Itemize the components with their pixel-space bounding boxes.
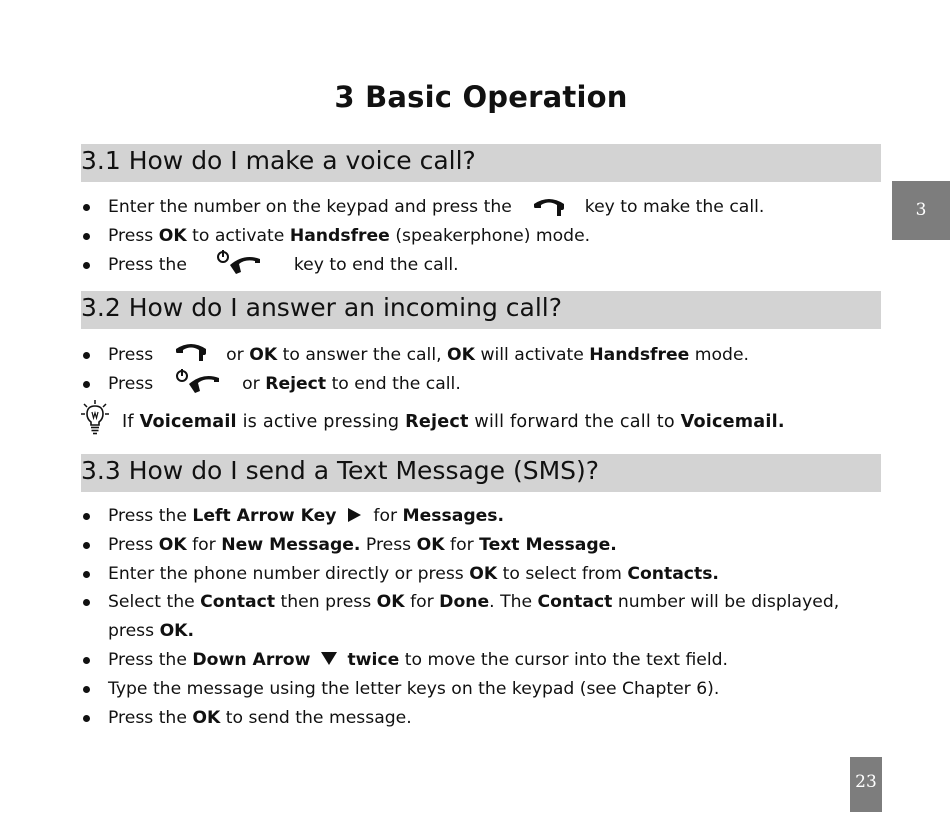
- text: to send the message.: [225, 707, 412, 728]
- text: for: [192, 534, 216, 555]
- twice-label: twice: [347, 649, 400, 670]
- text-message-label: Text Message.: [479, 534, 617, 555]
- text: then press: [280, 592, 372, 613]
- text: will activate: [480, 345, 584, 365]
- text: Enter the phone number directly or press: [108, 563, 464, 584]
- text: Select the: [108, 592, 195, 613]
- right-triangle-icon: [346, 507, 362, 523]
- ok-key-label: OK: [158, 534, 187, 555]
- ok-key-label: OK: [249, 345, 278, 365]
- text: Press the: [108, 707, 187, 728]
- handsfree-label: Handsfree: [589, 345, 690, 365]
- section-heading-3-2: [81, 291, 881, 329]
- down-arrow-label: Down Arrow: [192, 649, 311, 670]
- text: Press: [108, 345, 154, 365]
- section-title: 3.3 How do I send a Text Message (SMS)?: [81, 456, 600, 485]
- chapter-tab: 3: [892, 181, 950, 240]
- section-3-1-list: [81, 193, 886, 279]
- ok-key-label: OK: [192, 707, 221, 728]
- text: Press: [108, 373, 154, 394]
- contact-label: Contact: [200, 592, 276, 613]
- voicemail-label: Voicemail: [139, 412, 237, 432]
- list-item: [81, 370, 886, 399]
- tip-text: [122, 412, 785, 432]
- text: to end the call.: [331, 373, 461, 394]
- section-heading-3-3: [81, 454, 881, 492]
- section-title: 3.1 How do I make a voice call?: [81, 146, 476, 175]
- text: Type the message using the letter keys on the keypad (see Chapter 6).: [108, 678, 720, 699]
- ok-key-label: OK: [447, 345, 475, 365]
- phone-end-icon: [214, 249, 264, 275]
- ok-key-label: OK: [469, 563, 498, 584]
- text: for: [373, 506, 398, 526]
- phone-call-icon: [173, 340, 209, 364]
- text: to activate: [192, 225, 285, 246]
- text: Press: [365, 534, 412, 555]
- text: will forward the call to: [474, 412, 675, 432]
- text: If: [122, 412, 134, 432]
- text: Press: [108, 225, 154, 246]
- text: Press: [108, 534, 154, 555]
- contacts-label: Contacts.: [627, 563, 719, 584]
- text: for: [410, 592, 434, 613]
- text: or: [242, 373, 260, 394]
- list-item: [81, 193, 886, 222]
- ok-key-label: OK: [416, 534, 445, 555]
- text: to move the cursor into the text field.: [404, 649, 729, 670]
- ok-key-label: OK: [158, 225, 187, 246]
- done-label: Done: [439, 592, 490, 613]
- text: Press the: [108, 649, 187, 670]
- list-item: [81, 251, 886, 280]
- text: number will be displayed, press: [108, 592, 840, 642]
- text: is active pressing: [242, 412, 400, 432]
- phone-end-icon: [173, 368, 223, 394]
- text: or: [226, 345, 244, 365]
- text: (speakerphone) mode.: [395, 225, 591, 246]
- text: Enter the number on the keypad and press the: [108, 197, 512, 217]
- reject-key-label: Reject: [265, 373, 327, 394]
- text: for: [450, 534, 474, 555]
- list-item: [81, 646, 886, 675]
- section-3-3-list: [81, 502, 886, 732]
- page-number: 23: [850, 757, 882, 812]
- section-3-2-list: [81, 341, 886, 399]
- phone-call-icon: [531, 195, 567, 219]
- text: to answer the call,: [282, 345, 442, 365]
- list-item: [81, 502, 886, 531]
- section-heading-3-1: [81, 144, 881, 182]
- reject-key-label: Reject: [405, 412, 469, 432]
- list-item: [81, 341, 886, 370]
- ok-key-label: OK.: [159, 621, 195, 642]
- chapter-title: 3 Basic Operation: [334, 80, 628, 114]
- list-item: [81, 704, 886, 733]
- contact-label: Contact: [537, 592, 613, 613]
- list-item: [81, 531, 886, 560]
- left-arrow-key-label: Left Arrow Key: [192, 506, 337, 526]
- tip-note: [81, 398, 886, 442]
- section-title: 3.2 How do I answer an incoming call?: [81, 293, 562, 322]
- down-triangle-icon: [320, 650, 338, 666]
- text: mode.: [694, 345, 750, 365]
- voicemail-label: Voicemail.: [680, 412, 785, 432]
- list-item: [81, 588, 886, 646]
- text: Press the: [108, 506, 187, 526]
- handsfree-label: Handsfree: [289, 225, 390, 246]
- new-message-label: New Message.: [221, 534, 361, 555]
- ok-key-label: OK: [376, 592, 405, 613]
- text: key to end the call.: [293, 254, 459, 275]
- list-item: [81, 675, 886, 704]
- text: Press the: [108, 254, 187, 275]
- list-item: [81, 560, 886, 589]
- text: key to make the call.: [584, 197, 765, 217]
- messages-label: Messages.: [402, 506, 505, 526]
- list-item: [81, 222, 886, 251]
- text: . The: [489, 592, 533, 613]
- text: to select from: [502, 563, 622, 584]
- lightbulb-icon: [81, 400, 109, 440]
